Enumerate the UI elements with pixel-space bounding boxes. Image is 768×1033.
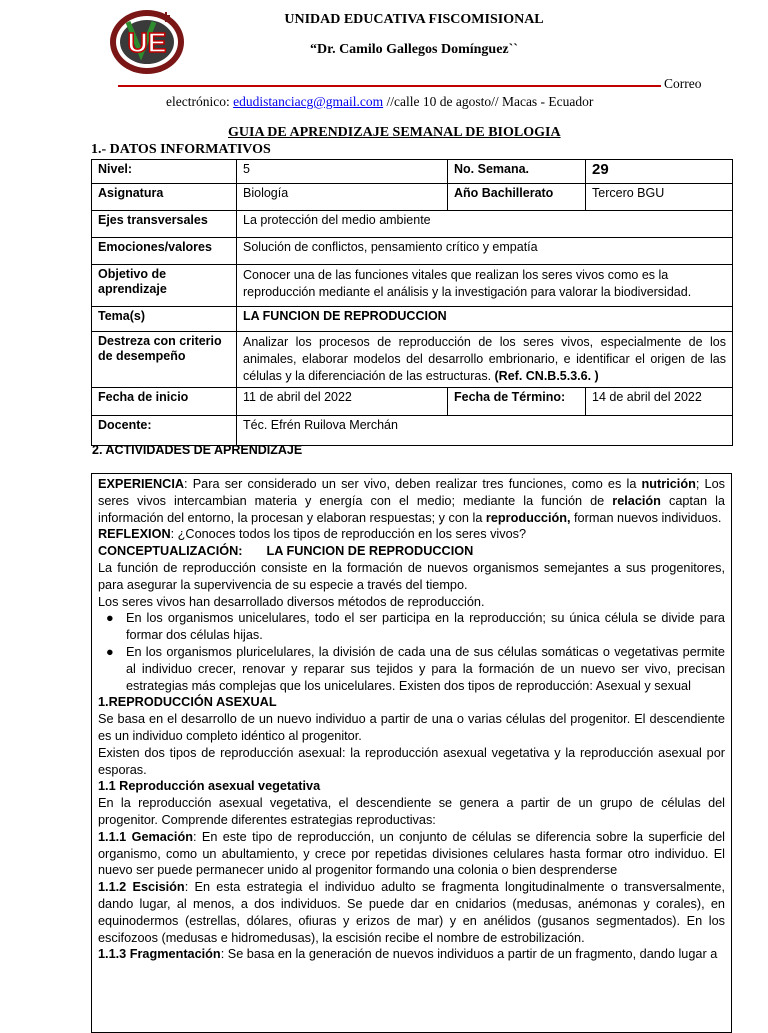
bullet-icon: ●: [106, 611, 114, 626]
list-item: [106, 644, 725, 694]
bullet-icon: ●: [106, 644, 114, 659]
section-2-title: 2. ACTIVIDADES DE APRENDIZAJE: [92, 443, 303, 457]
docente-value: Téc. Efrén Ruilova Merchán: [237, 416, 733, 446]
ano-label: Año Bachillerato: [448, 184, 586, 211]
header-divider: [118, 85, 661, 87]
nivel-value: 5: [237, 160, 448, 184]
logo-text: UE: [127, 27, 167, 58]
ano-value: Tercero BGU: [586, 184, 733, 211]
destreza-ref: (Ref. CN.B.5.3.6. ): [494, 369, 599, 383]
experiencia-label: EXPERIENCIA: [98, 477, 185, 491]
docente-label: Docente:: [92, 416, 237, 446]
paragraph-gemacion: [98, 829, 725, 879]
tema-label: Tema(s): [92, 307, 237, 332]
fragmentacion-text: : Se basa en la generación de nuevos individuos a partir de un fragmento, dando lugar a: [220, 947, 718, 962]
experiencia-text-3: captan la información del entorno, la procesan y elaboran respuestas; y con la: [98, 493, 725, 525]
address-text: //calle 10 de agosto// Macas - Ecuador: [383, 94, 594, 109]
ejes-label: Ejes transversales: [92, 211, 237, 238]
term-reproduccion: reproducción,: [485, 510, 571, 525]
tema-value: LA FUNCION DE REPRODUCCION: [237, 307, 733, 332]
asignatura-label: Asignatura: [92, 184, 237, 211]
paragraph-asexual: Se basa en el desarrollo de un nuevo individuo a partir de una o varias células del progenitor. El descendiente es un individuo completo idéntico al progenitor.: [98, 712, 725, 743]
escision-text: : En esta estrategia el individuo adulto se fragmenta longitudinalmente o transversalmente, dando lugar, al menos, a dos individuos. Se puede dar en cnidarios (medusas, anémonas y corales), en equinodermos (estrellas, dólares, ofiuras y erizos de mar) y en anélidos (gusanos segmentados). En los escifozoos (medusas e hidromedusas), la escisión recibe el nombre de estrobilización.: [98, 880, 725, 945]
contact-line: [166, 94, 593, 110]
gemacion-label: 1.1.1 Gemación: [98, 829, 193, 844]
reflexion-label: REFLEXION: [98, 527, 171, 542]
conceptualizacion-label: CONCEPTUALIZACIÓN:: [98, 544, 243, 559]
gemacion-text: : En este tipo de reproducción, un conjunto de células se diferencia sobre la superficie del organismo, como un abultamiento, y crece por repetidas divisiones celulares hasta formar otro individuo. El nuevo ser puede permanecer unido al progenitor formando una colonia o bien desprenderse: [98, 829, 725, 878]
paragraph-asexual-types: Existen dos tipos de reproducción asexual: la reproducción asexual vegetativa y la reproducción asexual por esporas.: [98, 745, 725, 777]
destreza-label: Destreza con criterio de desempeño: [92, 332, 237, 388]
heading-asexual: [98, 694, 725, 711]
term-relacion: relación: [612, 493, 661, 508]
experiencia-text-4: forman nuevos individuos.: [570, 510, 722, 525]
reflexion-text: : ¿Conoces todos los tipos de reproducción en los seres vivos?: [170, 527, 527, 542]
semana-value: 29: [586, 160, 733, 184]
ejes-value: La protección del medio ambiente: [237, 211, 733, 238]
conceptualizacion-heading: [98, 543, 725, 560]
paragraph-vegetativa: En la reproducción asexual vegetativa, el descendiente se genera a partir de un grupo de células del progenitor. Comprende diferentes estrategias reproductivas:: [98, 796, 725, 827]
fecha-inicio-value: 11 de abril del 2022: [237, 388, 448, 416]
paragraph-methods: Los seres vivos han desarrollado diversos métodos de reproducción.: [98, 594, 485, 609]
experiencia-text-2: ; Los seres vivos intercambian materia y energía con el medio; mediante la función de: [98, 477, 725, 508]
escision-label: 1.1.2 Escisión: [98, 880, 185, 895]
heading-vegetativa: [98, 778, 725, 795]
emociones-label: Emociones/valores: [92, 238, 237, 265]
reflexion-paragraph: [98, 526, 725, 543]
nivel-label: Nivel:: [92, 160, 237, 184]
activities-box: [91, 473, 732, 1033]
experiencia-text-1: : Para ser considerado un ser vivo, deben realizar tres funciones, como es la: [184, 477, 642, 491]
list-item: [106, 610, 725, 644]
correo-label: Correo: [664, 76, 702, 91]
fragmentacion-label: 1.1.3 Fragmentación: [98, 947, 221, 962]
school-name: “Dr. Camilo Gallegos Domínguez``: [310, 42, 518, 57]
emociones-value: Solución de conflictos, pensamiento crítico y empatía: [237, 238, 733, 265]
section-1-title: 1.- DATOS INFORMATIVOS: [91, 142, 271, 157]
paragraph-definition: La función de reproducción consiste en la formación de nuevos organismos semejantes a sus progenitores, para asegurar la supervivencia de su especie a través del tiempo.: [98, 560, 725, 592]
conceptualizacion-title: LA FUNCION DE REPRODUCCION: [266, 544, 474, 559]
email-prefix: electrónico:: [166, 94, 234, 109]
experiencia-paragraph: [98, 476, 725, 526]
destreza-value: Analizar los procesos de reproducción de los seres vivos, especialmente de los animales, elaborar modelos del desarrollo embrionario, e identificar el origen de las células y la diferenciación de las estructuras.: [243, 335, 726, 383]
fecha-inicio-label: Fecha de inicio: [92, 388, 237, 416]
bullet-text: En los organismos unicelulares, todo el ser participa en la reproducción; su única célula se divide para formar dos células hijas.: [126, 611, 725, 643]
term-nutricion: nutrición: [641, 477, 696, 491]
objetivo-value: Conocer una de las funciones vitales que realizan los seres vivos como es la reproducción mediante el análisis y la investigación para valorar la biodiversidad.: [237, 265, 733, 307]
paragraph-fragmentacion: [98, 946, 725, 963]
semana-label: No. Semana.: [448, 160, 586, 184]
info-table: [91, 159, 733, 446]
asignatura-value: Biología: [237, 184, 448, 211]
bullet-list: [98, 610, 725, 694]
heading-asexual-text: 1.REPRODUCCIÓN ASEXUAL: [98, 695, 277, 710]
heading-vegetativa-text: 1.1 Reproducción asexual vegetativa: [98, 779, 321, 794]
paragraph-escision: [98, 879, 725, 946]
destreza-cell: [237, 332, 733, 388]
fecha-termino-value: 14 de abril del 2022: [586, 388, 733, 416]
fecha-termino-label: Fecha de Término:: [448, 388, 586, 416]
institution-name: UNIDAD EDUCATIVA FISCOMISIONAL: [284, 12, 544, 27]
bullet-text: En los organismos pluricelulares, la división de cada una de sus células somáticas o vegetativas permite al individuo crecer, renovar y reparar sus tejidos y para la formación de un nuevo ser vivo, precisan estrategias más complejas que los unicelulares. Existen dos tipos de reproducción: Asexual y sexual: [126, 644, 725, 693]
guide-title: GUIA DE APRENDIZAJE SEMANAL DE BIOLOGIA: [228, 125, 561, 140]
objetivo-label: Objetivo de aprendizaje: [92, 265, 237, 307]
email-link[interactable]: edudistanciacg@gmail.com: [233, 94, 384, 109]
